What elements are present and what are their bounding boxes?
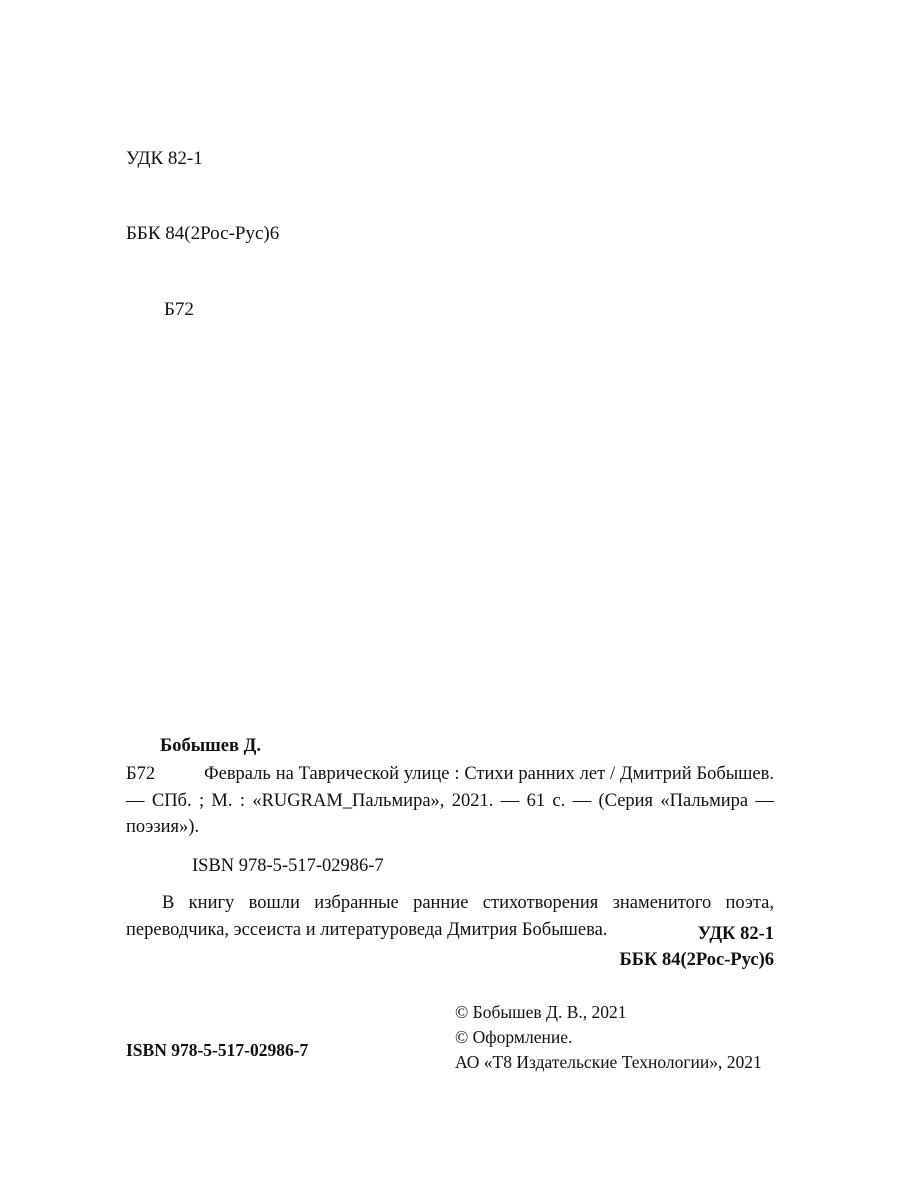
entry-code: Б72	[126, 764, 156, 785]
annotation-text: В книгу вошли избранные ранние стихотворения знаменитого поэта, переводчика, эссеиста и литературоведа Дмитрия Бобышева.	[126, 893, 774, 940]
bbk-code-repeat: ББК 84(2Рос-Рус)6	[619, 949, 774, 970]
copyright-design: © Оформление.	[455, 1027, 573, 1048]
bibliographic-description	[126, 733, 774, 943]
copyright-author: © Бобышев Д. В., 2021	[455, 1002, 627, 1022]
copyright-publisher: АО «Т8 Издательские Технологии», 2021	[455, 1052, 762, 1073]
isbn-footer: ISBN 978-5-517-02986-7	[126, 1040, 309, 1060]
description-row	[126, 761, 774, 840]
description-text: Февраль на Таврической улице : Стихи ранних лет / Дмитрий Бобышев. — СПб. ; М. : «RUGRAM_Пальмира», 2021. — 61 с. — (Серия «Пальмира — поэзия»).	[126, 764, 774, 837]
udk-code: УДК 82-1	[126, 148, 203, 170]
copyright-block	[455, 1000, 762, 1076]
classification-block	[126, 96, 279, 372]
bbk-code: ББК 84(2Рос-Рус)6	[126, 223, 280, 245]
author-heading: Бобышев Д.	[160, 736, 261, 756]
classification-repeat	[126, 922, 774, 973]
author-sign-code: Б72	[164, 298, 194, 320]
isbn-main: ISBN 978-5-517-02986-7	[192, 856, 384, 877]
udk-code-repeat: УДК 82-1	[697, 924, 774, 944]
